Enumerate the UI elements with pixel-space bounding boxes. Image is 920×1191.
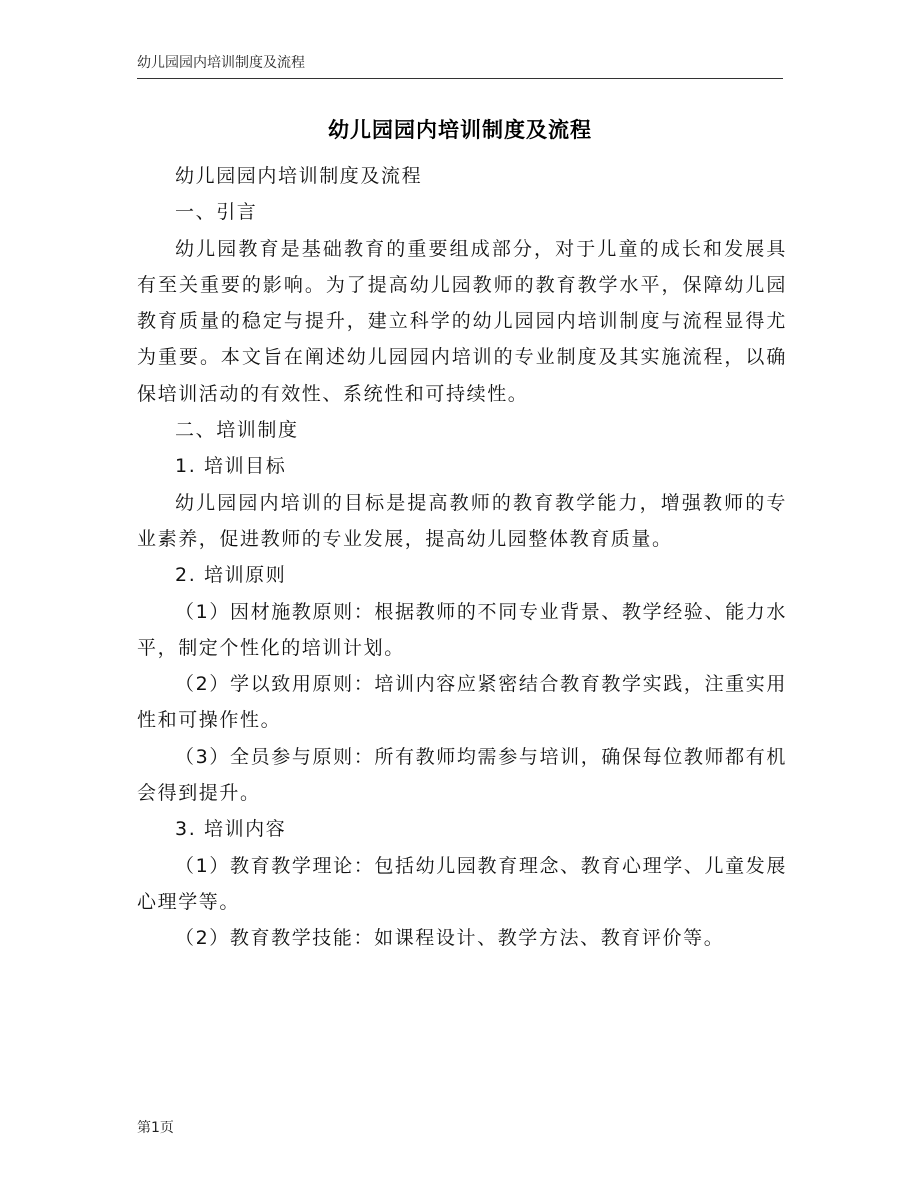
page-number: 第1页	[137, 1120, 174, 1136]
section-heading-system: 二、培训制度	[175, 419, 299, 442]
section-heading-introduction: 一、引言	[175, 201, 258, 224]
list-item: （3）全员参与原则：所有教师均需参与培训，确保每位教师都有机会得到提升。	[137, 745, 787, 805]
list-item: （1）因材施教原则：根据教师的不同专业背景、教学经验、能力水平，制定个性化的培训计划。	[137, 600, 787, 659]
subheading-goals: 1. 培训目标	[175, 455, 287, 478]
paragraph: 幼儿园教育是基础教育的重要组成部分，对于儿童的成长和发展具有至关重要的影响。为了提高幼儿园教师的教育教学水平，保障幼儿园教育质量的稳定与提升，建立科学的幼儿园园内培训制度与流程显得尤为重要。本文旨在阐述幼儿园园内培训的专业制度及其实施流程，以确保培训活动的有效性、系统性和可持续性。	[137, 237, 787, 405]
document-title: 幼儿园园内培训制度及流程	[328, 118, 592, 142]
running-header: 幼儿园园内培训制度及流程	[137, 55, 305, 71]
list-item: （1）教育教学理论：包括幼儿园教育理念、教育心理学、儿童发展心理学等。	[137, 854, 787, 913]
list-item: （2）教育教学技能：如课程设计、教学方法、教育评价等。	[175, 927, 725, 950]
document-body	[137, 158, 787, 957]
header-divider	[137, 78, 783, 79]
list-item: （2）学以致用原则：培训内容应紧密结合教育教学实践，注重实用性和可操作性。	[137, 673, 787, 732]
subheading-content: 3. 培训内容	[175, 818, 287, 841]
paragraph-subtitle: 幼儿园园内培训制度及流程	[175, 165, 423, 187]
subheading-principles: 2. 培训原则	[175, 564, 287, 587]
paragraph: 幼儿园园内培训的目标是提高教师的教育教学能力，增强教师的专业素养，促进教师的专业发展，提高幼儿园整体教育质量。	[137, 491, 787, 550]
